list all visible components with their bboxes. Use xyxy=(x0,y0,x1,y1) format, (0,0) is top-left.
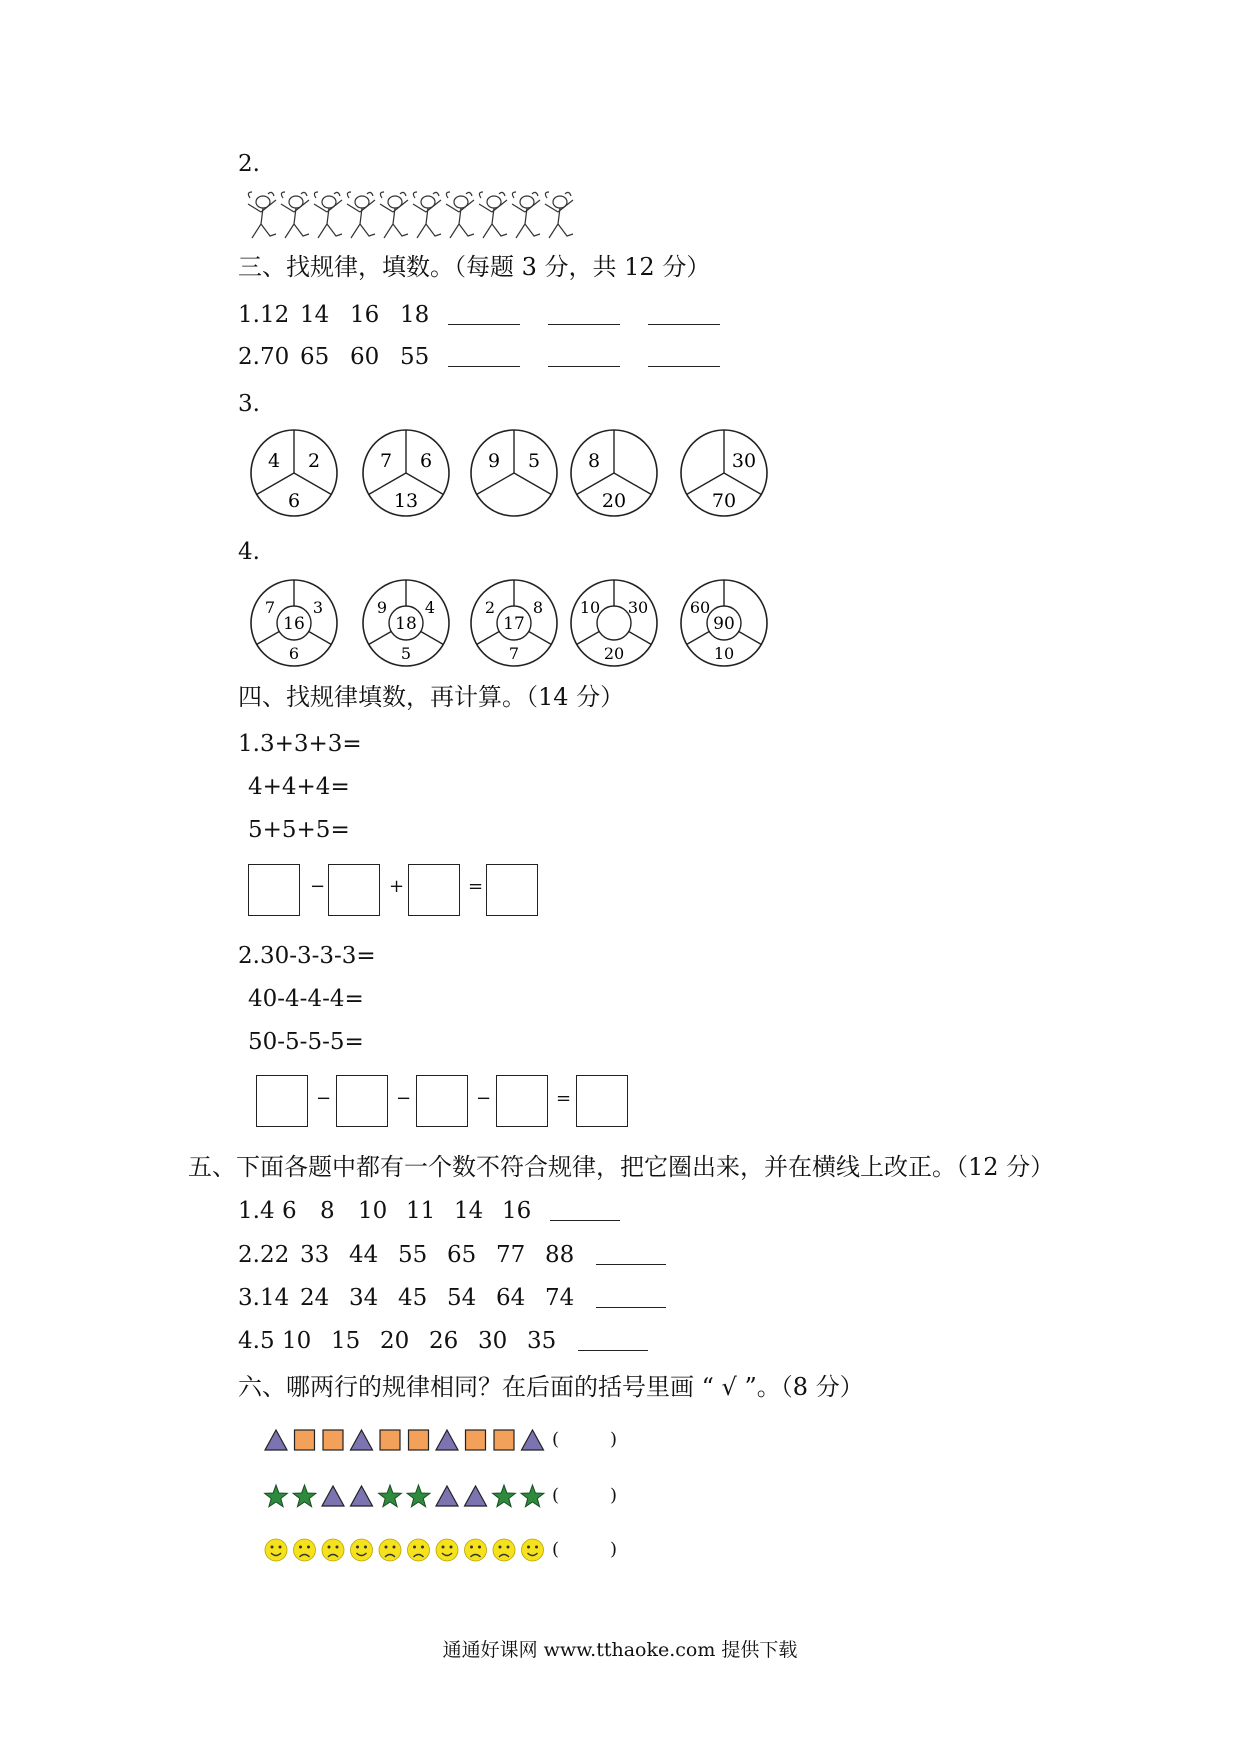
s5-number[interactable]: 88 xyxy=(545,1242,575,1268)
s5-number[interactable]: 33 xyxy=(300,1242,330,1268)
s3-q2-num: 55 xyxy=(400,344,430,370)
s3-q1-num: 14 xyxy=(300,302,330,328)
s6-shape-row xyxy=(262,1424,582,1458)
divided-circle xyxy=(571,430,657,516)
s5-number[interactable]: 10 xyxy=(358,1198,388,1224)
answer-box[interactable] xyxy=(256,1075,308,1127)
triangle-icon xyxy=(465,1486,487,1506)
s3-q1-row xyxy=(238,302,720,328)
dancer-figure-icon xyxy=(281,192,309,238)
answer-box[interactable] xyxy=(336,1075,388,1127)
correction-blank[interactable] xyxy=(596,1289,666,1308)
operator: − xyxy=(310,876,326,897)
answer-box[interactable] xyxy=(576,1075,628,1127)
s5-number[interactable]: 26 xyxy=(429,1328,459,1354)
s5-number[interactable]: 20 xyxy=(380,1328,410,1354)
s5-number[interactable]: 77 xyxy=(496,1242,526,1268)
s3-q1-label: 1.12 xyxy=(238,302,290,328)
operator: − xyxy=(396,1088,412,1109)
ring-center-number: 16 xyxy=(283,614,305,634)
answer-box[interactable] xyxy=(496,1075,548,1127)
ring-number: 8 xyxy=(532,598,544,617)
triangle-icon xyxy=(436,1430,458,1450)
s5-number[interactable]: 34 xyxy=(349,1285,379,1311)
circle-number: 30 xyxy=(731,450,757,472)
frowning-face-icon xyxy=(294,1539,316,1561)
answer-box[interactable] xyxy=(416,1075,468,1127)
ring-number: 6 xyxy=(288,644,300,663)
section3-title: 三、找规律，填数。（每题 3 分，共 12 分） xyxy=(238,253,711,281)
s3-q1-num: 16 xyxy=(350,302,380,328)
operator: = xyxy=(468,876,484,897)
s3-q2-row xyxy=(238,344,720,370)
circle-number: 70 xyxy=(711,490,737,512)
divided-circle xyxy=(681,430,767,516)
ring-number: 9 xyxy=(376,598,388,617)
answer-blank[interactable] xyxy=(448,348,520,367)
s5-number[interactable]: 55 xyxy=(398,1242,428,1268)
answer-box[interactable] xyxy=(408,864,460,916)
operator: − xyxy=(316,1088,332,1109)
dancing-figures-illustration xyxy=(248,190,608,242)
divided-circle xyxy=(251,430,337,516)
star-icon xyxy=(293,1485,316,1507)
answer-blank[interactable] xyxy=(548,306,620,325)
divided-circle xyxy=(471,430,557,516)
square-icon xyxy=(466,1430,486,1450)
triangle-icon xyxy=(351,1486,373,1506)
circle-number: 2 xyxy=(307,450,321,472)
s5-number[interactable]: 65 xyxy=(447,1242,477,1268)
square-icon xyxy=(295,1430,315,1450)
ring-circle xyxy=(363,580,449,666)
square-icon xyxy=(380,1430,400,1450)
operator: = xyxy=(556,1088,572,1109)
ring-number: 4 xyxy=(424,598,436,617)
ring-center-number: 17 xyxy=(503,614,525,634)
answer-box[interactable] xyxy=(248,864,300,916)
square-icon xyxy=(494,1430,514,1450)
star-icon xyxy=(493,1485,516,1507)
s3-q2-num: 65 xyxy=(300,344,330,370)
frowning-face-icon xyxy=(465,1539,487,1561)
answer-box[interactable] xyxy=(486,864,538,916)
star-icon xyxy=(379,1485,402,1507)
ring-center-number: 90 xyxy=(713,614,735,634)
s5-number[interactable]: 8 xyxy=(320,1198,335,1224)
dancer-figure-icon xyxy=(248,192,276,238)
s3-q3-label: 3. xyxy=(238,391,260,417)
ring-number: 3 xyxy=(312,598,324,617)
circle-number: 7 xyxy=(379,450,393,472)
s5-number[interactable]: 44 xyxy=(349,1242,379,1268)
s3-q4-label: 4. xyxy=(238,539,260,565)
dancer-figure-icon xyxy=(314,192,342,238)
s5-number[interactable]: 6 xyxy=(282,1198,297,1224)
s6-shape-row xyxy=(262,1480,582,1514)
frowning-face-icon xyxy=(379,1539,401,1561)
s3-q4-rings xyxy=(240,575,800,671)
ring-circle xyxy=(571,580,657,666)
ring-number: 10 xyxy=(579,598,601,617)
star-icon xyxy=(521,1485,544,1507)
circle-number: 9 xyxy=(487,450,501,472)
smiley-face-icon xyxy=(436,1539,458,1561)
answer-paren-close[interactable]: ) xyxy=(610,1429,618,1450)
answer-box[interactable] xyxy=(328,864,380,916)
s5-number[interactable]: 35 xyxy=(527,1328,557,1354)
frowning-face-icon xyxy=(408,1539,430,1561)
smiley-face-icon xyxy=(522,1539,544,1561)
s3-q2-label: 2.70 xyxy=(238,344,290,370)
answer-paren-close[interactable]: ) xyxy=(610,1485,618,1506)
square-icon xyxy=(323,1430,343,1450)
correction-blank[interactable] xyxy=(550,1202,620,1221)
s3-q2-num: 60 xyxy=(350,344,380,370)
correction-blank[interactable] xyxy=(578,1332,648,1351)
ring-number: 20 xyxy=(603,644,625,663)
triangle-icon xyxy=(265,1430,287,1450)
s5-number[interactable]: 54 xyxy=(447,1285,477,1311)
answer-blank[interactable] xyxy=(648,306,720,325)
answer-blank[interactable] xyxy=(648,348,720,367)
s5-row xyxy=(238,1328,648,1354)
smiley-face-icon xyxy=(265,1539,287,1561)
star-icon xyxy=(407,1485,430,1507)
ring-number: 7 xyxy=(264,598,276,617)
answer-blank[interactable] xyxy=(548,348,620,367)
triangle-icon xyxy=(322,1486,344,1506)
s3-q3-circles xyxy=(240,425,800,521)
triangle-icon xyxy=(436,1486,458,1506)
circle-number: 4 xyxy=(267,450,281,472)
s4-q2-line: 40-4-4-4= xyxy=(248,986,364,1012)
s4-q2-line: 2.30-3-3-3= xyxy=(238,943,376,969)
answer-blank[interactable] xyxy=(448,306,520,325)
s4-q1-line: 5+5+5= xyxy=(248,817,350,843)
answer-paren-open[interactable]: ( xyxy=(552,1539,560,1560)
dancer-figure-icon xyxy=(545,192,573,238)
s6-shape-row xyxy=(262,1534,582,1568)
dancer-figure-icon xyxy=(446,192,474,238)
section5-title: 五、下面各题中都有一个数不符合规律，把它圈出来，并在横线上改正。（12 分） xyxy=(188,1153,1055,1181)
s5-number[interactable]: 16 xyxy=(502,1198,532,1224)
operator: − xyxy=(476,1088,492,1109)
frowning-face-icon xyxy=(493,1539,515,1561)
circle-number: 13 xyxy=(393,490,419,512)
triangle-icon xyxy=(522,1430,544,1450)
s5-number[interactable]: 45 xyxy=(398,1285,428,1311)
ring-number: 5 xyxy=(400,644,412,663)
circle-number: 8 xyxy=(587,450,601,472)
s5-number[interactable]: 10 xyxy=(282,1328,312,1354)
operator: + xyxy=(389,876,405,897)
dancer-figure-icon xyxy=(347,192,375,238)
ring-number: 10 xyxy=(713,644,735,663)
s5-number[interactable]: 11 xyxy=(406,1198,436,1224)
ring-number: 30 xyxy=(627,598,649,617)
smiley-face-icon xyxy=(351,1539,373,1561)
circle-number: 20 xyxy=(601,490,627,512)
ring-circle xyxy=(471,580,557,666)
ring-circle xyxy=(251,580,337,666)
dancer-figure-icon xyxy=(479,192,507,238)
s5-number[interactable]: 14 xyxy=(454,1198,484,1224)
s4-q1-line: 1.3+3+3= xyxy=(238,731,362,757)
s5-row-label: 4.5 xyxy=(238,1328,275,1354)
s5-row-label: 3.14 xyxy=(238,1285,290,1311)
dancer-figure-icon xyxy=(512,192,540,238)
answer-paren-open[interactable]: ( xyxy=(552,1485,560,1506)
star-icon xyxy=(265,1485,288,1507)
ring-center-number: 18 xyxy=(395,614,417,634)
answer-paren-open[interactable]: ( xyxy=(552,1429,560,1450)
s5-row xyxy=(238,1242,666,1268)
correction-blank[interactable] xyxy=(596,1246,666,1265)
dancer-figure-icon xyxy=(413,192,441,238)
s5-number[interactable]: 15 xyxy=(331,1328,361,1354)
dancer-figure-icon xyxy=(380,192,408,238)
divided-circle xyxy=(363,430,449,516)
s5-row xyxy=(238,1285,666,1311)
circle-number: 5 xyxy=(527,450,541,472)
ring-number: 7 xyxy=(508,644,520,663)
s5-number[interactable]: 30 xyxy=(478,1328,508,1354)
ring-number: 2 xyxy=(484,598,496,617)
s5-row-label: 1.4 xyxy=(238,1198,275,1224)
section4-title: 四、找规律填数，再计算。（14 分） xyxy=(238,683,625,711)
ring-number: 60 xyxy=(689,598,711,617)
s5-number[interactable]: 24 xyxy=(300,1285,330,1311)
q2-label: 2. xyxy=(238,151,260,177)
circle-number: 6 xyxy=(287,490,301,512)
frowning-face-icon xyxy=(322,1539,344,1561)
s4-q1-line: 4+4+4= xyxy=(248,774,350,800)
s3-q1-num: 18 xyxy=(400,302,430,328)
ring-circle xyxy=(681,580,767,666)
section6-title: 六、哪两行的规律相同？在后面的括号里画 “ √ ”。（8 分） xyxy=(238,1373,864,1401)
s5-number[interactable]: 64 xyxy=(496,1285,526,1311)
s5-number[interactable]: 74 xyxy=(545,1285,575,1311)
answer-paren-close[interactable]: ) xyxy=(610,1539,618,1560)
square-icon xyxy=(409,1430,429,1450)
circle-number: 6 xyxy=(419,450,433,472)
footer: 通通好课网 www.tthaoke.com 提供下载 xyxy=(442,1639,798,1661)
s4-q2-line: 50-5-5-5= xyxy=(248,1029,364,1055)
s5-row xyxy=(238,1198,620,1224)
s5-row-label: 2.22 xyxy=(238,1242,290,1268)
triangle-icon xyxy=(351,1430,373,1450)
